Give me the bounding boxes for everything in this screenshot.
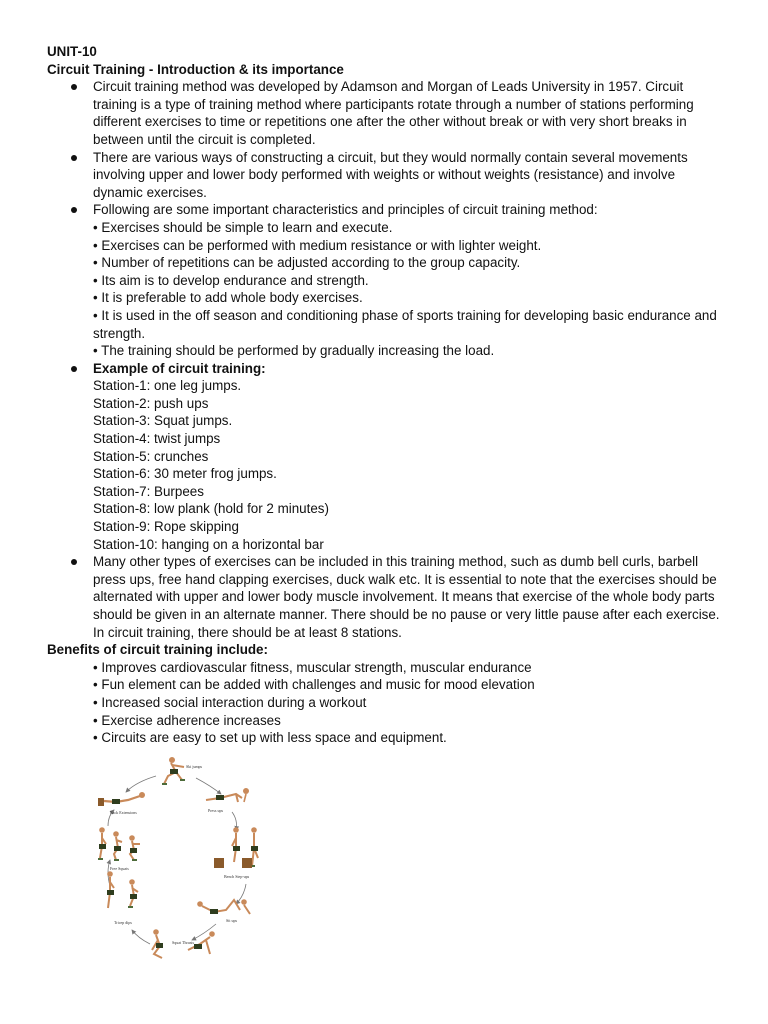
bench-step-ups-figure bbox=[214, 827, 258, 879]
circuit-training-illustration bbox=[96, 754, 266, 960]
sub-list-item: • The training should be performed by gradually increasing the load. bbox=[93, 343, 495, 359]
list-item bbox=[47, 553, 727, 641]
press-ups-figure bbox=[206, 788, 249, 813]
benefit-item: • Circuits are easy to set up with less space and equipment. bbox=[93, 730, 447, 746]
page-title: Circuit Training - Introduction & its importance bbox=[47, 61, 344, 77]
sub-list-item: • Its aim is to develop endurance and strength. bbox=[93, 272, 369, 288]
sub-list-item: • Exercises can be performed with medium resistance or with lighter weight. bbox=[93, 237, 542, 253]
ski-jumps-figure bbox=[162, 757, 203, 785]
document-page bbox=[47, 43, 727, 747]
unit-heading: UNIT-10 bbox=[47, 44, 97, 59]
benefit-item: • Fun element can be added with challenges and music for mood elevation bbox=[93, 677, 535, 693]
main-bullet-list bbox=[47, 78, 727, 641]
bullet-icon bbox=[71, 366, 77, 372]
bullet-icon bbox=[71, 84, 77, 90]
paragraph-text: Following are some important characteristics and principles of circuit training method: bbox=[93, 202, 598, 218]
back-extensions-figure bbox=[98, 792, 145, 815]
list-item bbox=[47, 360, 727, 554]
station-item: Station-4: twist jumps bbox=[93, 431, 221, 447]
list-item bbox=[47, 149, 727, 202]
figure-label: Squat Thrusts bbox=[172, 940, 195, 945]
bullet-icon bbox=[71, 155, 77, 161]
station-item: Station-3: Squat jumps. bbox=[93, 413, 233, 429]
tricep-dips-figure bbox=[107, 871, 138, 925]
bullet-icon bbox=[71, 207, 77, 213]
figure-label: Bench Step-ups bbox=[224, 874, 250, 879]
figure-label: Ski jumps bbox=[186, 764, 203, 769]
sub-list-item: • It is used in the off season and conditioning phase of sports training for developing basic endurance and strength. bbox=[93, 307, 717, 341]
paragraph-text: There are various ways of constructing a circuit, but they would normally contain several movements involving upper and lower body performed with weights or without weights (resistance) and involve dynamic exercises. bbox=[93, 149, 688, 200]
figure-label: Sit ups bbox=[226, 918, 238, 923]
paragraph-text: Many other types of exercises can be included in this training method, such as dumb bell curls, barbell press ups, free hand clapping exercises, duck walk etc. It is essential to note that the exercises should be alternated with upper and lower body muscle involvement. It means that exercise of the whole body parts should be given in an alternate manner. There should be no pause or very little pause after each exercise. In circuit training, there should be at least 8 stations. bbox=[93, 554, 720, 640]
figure-label: Free Squats bbox=[110, 866, 129, 871]
list-item bbox=[47, 78, 727, 148]
benefit-item: • Exercise adherence increases bbox=[93, 712, 281, 728]
squat-thrusts-figure bbox=[152, 929, 215, 958]
station-item: Station-5: crunches bbox=[93, 448, 209, 464]
station-item: Station-8: low plank (hold for 2 minutes) bbox=[93, 501, 329, 517]
sub-list-item: • Exercises should be simple to learn and execute. bbox=[93, 219, 393, 235]
paragraph-text: Circuit training method was developed by Adamson and Morgan of Leads University in 1957. Circuit training is a type of training method where participants rotate through a number of stations performing different exercises to time or repetitions one after the other without break or with very short breaks in between until the circuit is completed. bbox=[93, 79, 694, 147]
station-item: Station-2: push ups bbox=[93, 395, 209, 411]
station-item: Station-1: one leg jumps. bbox=[93, 378, 242, 394]
sub-list-item: • Number of repetitions can be adjusted according to the group capacity. bbox=[93, 255, 521, 271]
example-heading: Example of circuit training: bbox=[93, 360, 266, 376]
sit-ups-figure bbox=[197, 899, 250, 923]
sub-list-item: • It is preferable to add whole body exercises. bbox=[93, 290, 363, 306]
station-item: Station-6: 30 meter frog jumps. bbox=[93, 466, 277, 482]
benefit-item: • Increased social interaction during a workout bbox=[93, 694, 367, 710]
benefits-heading: Benefits of circuit training include: bbox=[47, 642, 268, 658]
figure-label: Back Extensions bbox=[110, 810, 137, 815]
station-item: Station-9: Rope skipping bbox=[93, 519, 239, 535]
station-item: Station-7: Burpees bbox=[93, 483, 204, 499]
figure-label: Tricep dips bbox=[114, 920, 132, 925]
bullet-icon bbox=[71, 559, 77, 565]
benefits-list bbox=[47, 659, 727, 747]
figure-label: Press ups bbox=[208, 808, 224, 813]
free-squats-figure bbox=[98, 827, 140, 871]
station-item: Station-10: hanging on a horizontal bar bbox=[93, 536, 324, 552]
benefit-item: • Improves cardiovascular fitness, muscular strength, muscular endurance bbox=[93, 659, 532, 675]
list-item bbox=[47, 201, 727, 359]
